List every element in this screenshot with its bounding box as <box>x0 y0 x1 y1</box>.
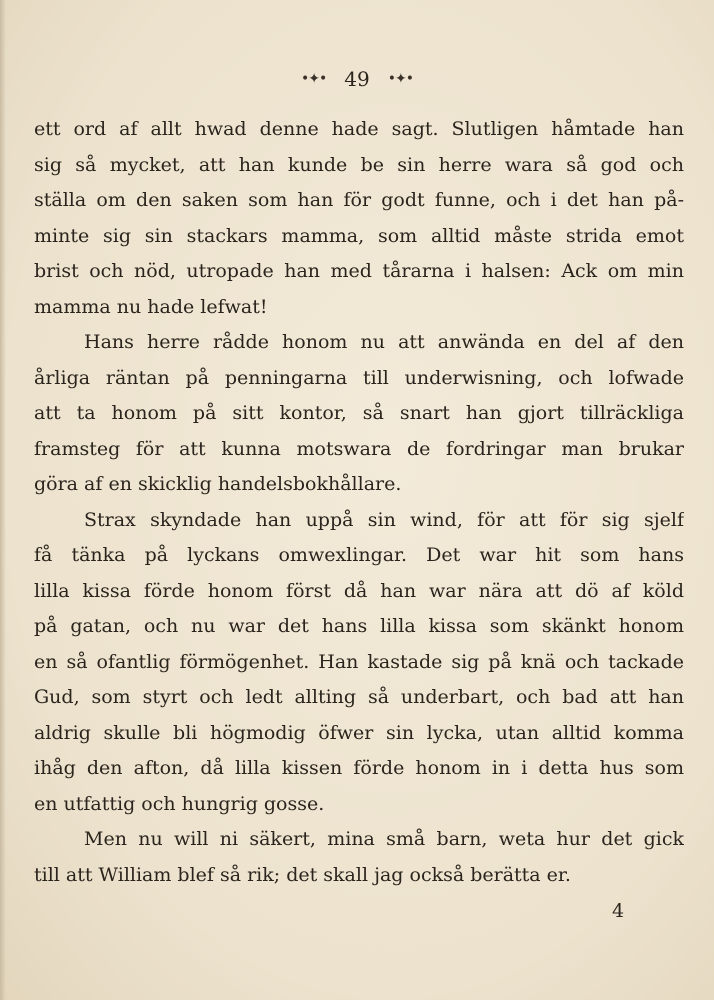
text-line: årliga räntan på penningarna till underwisning, och lofwade <box>34 366 684 389</box>
text-line: aldrig skulle bli högmodig öfwer sin lycka, utan alltid komma <box>34 721 684 744</box>
text-line: brist och nöd, utropade han med tårarna i halsen: Ack om min <box>34 260 684 282</box>
text-line: framsteg för att kunna motswara de fordringar man brukar <box>34 437 684 460</box>
text-line: på gatan, och nu war det hans lilla kissa som skänkt honom <box>34 615 684 637</box>
text-line: minte sig sin stackars mamma, som alltid måste strida emot <box>34 224 684 247</box>
text-line: till att William blef så rik; det skall jag också berätta er. <box>34 863 571 886</box>
text-line: Hans herre rådde honom nu att anwända en del af den <box>84 331 684 353</box>
text-line: Gud, som styrt och ledt allting så underbart, och bad att han <box>34 686 684 708</box>
body-text <box>34 112 684 893</box>
text-line: mamma nu hade lefwat! <box>34 295 268 318</box>
text-line: ett ord af allt hwad denne hade sagt. Slutligen håmtade han <box>34 118 684 140</box>
text-line: lilla kissa förde honom först då han war nära att dö af köld <box>34 579 684 602</box>
ornament-left: •✦• <box>301 71 327 87</box>
text-line: en utfattig och hungrig gosse. <box>34 792 325 815</box>
text-line: Strax skyndade han uppå sin wind, för att för sig sjelf <box>84 508 684 531</box>
text-line: få tänka på lyckans omwexlingar. Det war hit som hans <box>34 544 684 566</box>
signature-mark: 4 <box>612 900 625 922</box>
text-line: göra af en skicklig handelsbokhållare. <box>34 473 402 495</box>
text-line: att ta honom på sitt kontor, så snart han gjort tillräckliga <box>34 402 684 424</box>
text-line: ställa om den saken som han för godt funne, och i det han på- <box>34 189 684 211</box>
page-number: 49 <box>344 67 370 91</box>
ornament-right: •✦• <box>387 71 413 87</box>
page-edge-shadow <box>0 0 6 1000</box>
text-line: en så ofantlig förmögenhet. Han kastade sig på knä och tackade <box>34 650 684 673</box>
text-line: sig så mycket, att han kunde be sin herre wara så god och <box>34 153 684 176</box>
text-line: Men nu will ni säkert, mina små barn, weta hur det gick <box>84 828 684 850</box>
text-line: ihåg den afton, då lilla kissen förde honom in i detta hus som <box>34 757 684 779</box>
page-header <box>0 62 714 96</box>
